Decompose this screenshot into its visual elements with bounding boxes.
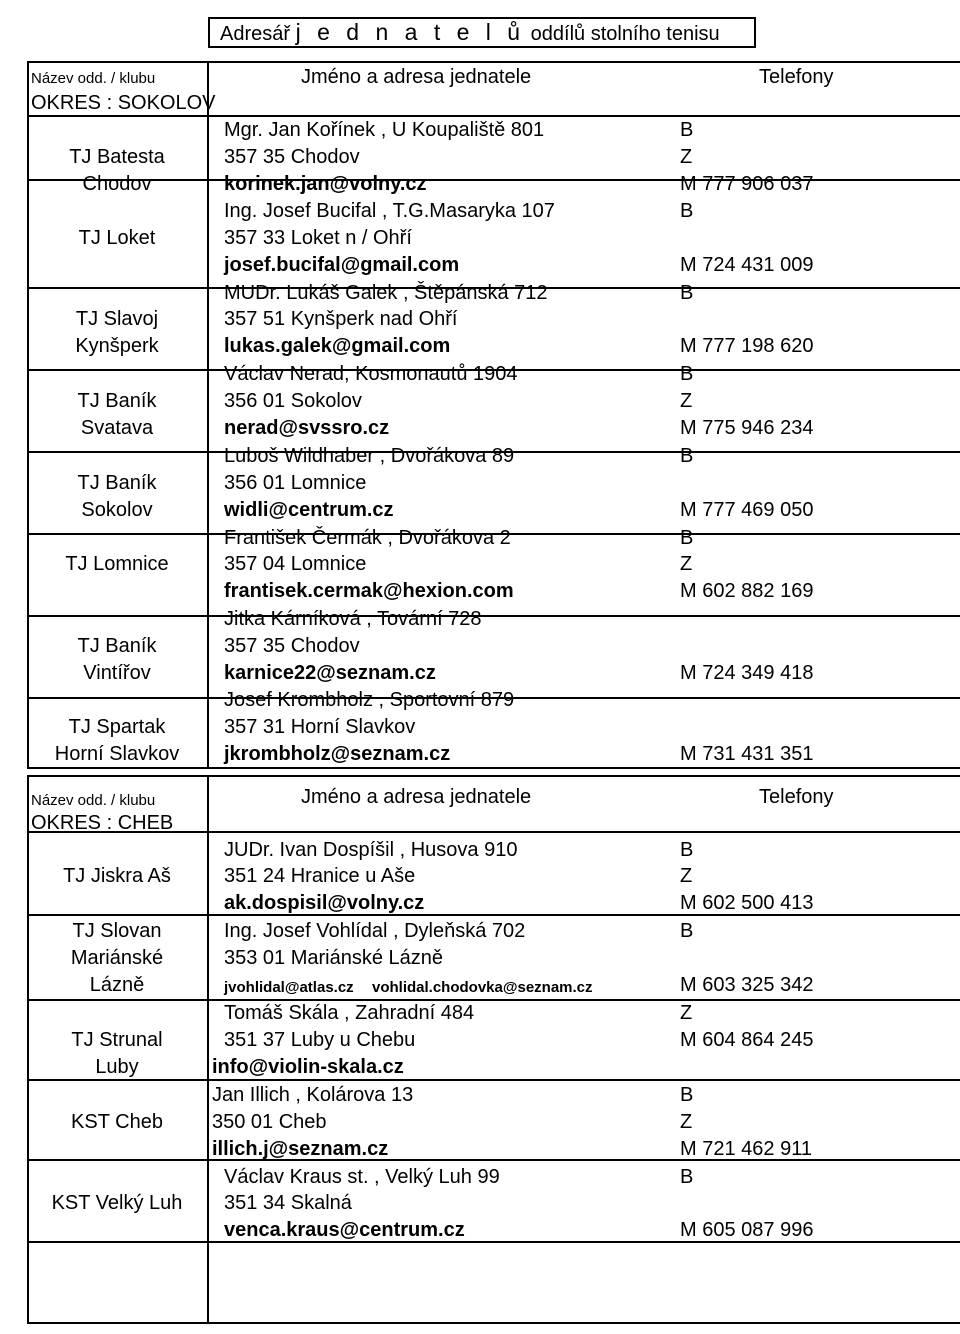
club-name: TJ Baník bbox=[77, 390, 157, 412]
club-name: Kynšperk bbox=[75, 335, 159, 357]
contact-address: 356 01 Sokolov bbox=[224, 390, 362, 412]
contact-name: JUDr. Ivan Dospíšil , Husova 910 bbox=[224, 839, 518, 861]
contact-name: František Čermák , Dvořákova 2 bbox=[224, 527, 511, 549]
contact-email: karnice22@seznam.cz bbox=[224, 662, 436, 684]
contact-email: frantisek.cermak@hexion.com bbox=[224, 580, 514, 602]
club-name: Svatava bbox=[80, 417, 154, 439]
club-name: TJ Batesta bbox=[69, 146, 165, 168]
phone-line: M 775 946 234 bbox=[680, 417, 814, 439]
phone-line: Z bbox=[680, 553, 693, 575]
phone-line: B bbox=[680, 1166, 694, 1188]
header-contact-2: Jméno a adresa jednatele bbox=[301, 786, 532, 808]
phone-line: Z bbox=[680, 1111, 693, 1133]
contact-address: 351 24 Hranice u Aše bbox=[224, 865, 416, 887]
phone-line: B bbox=[680, 920, 694, 942]
phone-line: B bbox=[680, 839, 694, 861]
contact-email: venca.kraus@centrum.cz bbox=[224, 1219, 465, 1241]
header-phones: Telefony bbox=[759, 66, 834, 88]
club-name: KST Velký Luh bbox=[51, 1192, 183, 1214]
club-name: TJ Slovan bbox=[72, 920, 162, 942]
club-name: TJ Slavoj bbox=[75, 308, 159, 330]
contact-name: Tomáš Skála , Zahradní 484 bbox=[224, 1002, 475, 1024]
contact-name: MUDr. Lukáš Galek , Štěpánská 712 bbox=[224, 282, 548, 304]
contact-address: 357 35 Chodov bbox=[224, 635, 360, 657]
phone-line: M 605 087 996 bbox=[680, 1219, 814, 1241]
phone-line: B bbox=[680, 1084, 694, 1106]
phone-line: M 604 864 245 bbox=[680, 1029, 814, 1051]
contact-name: Jitka Kárníková , Tovární 728 bbox=[224, 608, 482, 630]
club-name: Horní Slavkov bbox=[54, 743, 180, 765]
phone-line: M 777 469 050 bbox=[680, 499, 814, 521]
phone-line: M 777 906 037 bbox=[680, 173, 814, 195]
contact-email: info@violin-skala.cz bbox=[212, 1056, 404, 1078]
header-contact: Jméno a adresa jednatele bbox=[301, 66, 532, 88]
phone-line: B bbox=[680, 200, 694, 222]
club-name: TJ Baník bbox=[77, 635, 157, 657]
contact-email: korinek.jan@volny.cz bbox=[224, 173, 427, 195]
club-name: KST Cheb bbox=[71, 1111, 163, 1133]
contact-name: Ing. Josef Bucifal , T.G.Masaryka 107 bbox=[224, 200, 555, 222]
phone-line: B bbox=[680, 119, 694, 141]
phone-line: B bbox=[680, 282, 694, 304]
phone-line: B bbox=[680, 445, 694, 467]
contact-address: 357 33 Loket n / Ohří bbox=[224, 227, 412, 249]
contact-address: 351 34 Skalná bbox=[224, 1192, 352, 1214]
contact-address: 351 37 Luby u Chebu bbox=[224, 1029, 416, 1051]
contact-name: Josef Krombholz , Sportovní 879 bbox=[224, 689, 515, 711]
club-name: TJ Spartak bbox=[68, 716, 166, 738]
contact-email: ak.dospisil@volny.cz bbox=[224, 892, 425, 914]
phone-line: Z bbox=[680, 865, 693, 887]
club-name: TJ Baník bbox=[77, 472, 157, 494]
title-suffix: oddílů stolního tenisu bbox=[530, 23, 720, 45]
contact-name: Luboš Wildhaber , Dvořákova 89 bbox=[224, 445, 515, 467]
phone-line: M 724 431 009 bbox=[680, 254, 814, 276]
contact-email: widli@centrum.cz bbox=[224, 499, 394, 521]
header-club: Název odd. / klubu bbox=[31, 70, 156, 87]
contact-email: jkrombholz@seznam.cz bbox=[224, 743, 451, 765]
contact-address: 356 01 Lomnice bbox=[224, 472, 367, 494]
contact-email: illich.j@seznam.cz bbox=[212, 1138, 389, 1160]
club-name: Mariánské bbox=[70, 947, 164, 969]
phone-line: M 777 198 620 bbox=[680, 335, 814, 357]
phone-line: B bbox=[680, 527, 694, 549]
phone-line: Z bbox=[680, 146, 693, 168]
title-prefix: Adresář bbox=[220, 23, 291, 45]
contact-address: 353 01 Mariánské Lázně bbox=[224, 947, 444, 969]
club-name: Lázně bbox=[89, 974, 145, 996]
phone-line: M 731 431 351 bbox=[680, 743, 814, 765]
phone-line: M 602 500 413 bbox=[680, 892, 814, 914]
club-name: TJ Strunal bbox=[71, 1029, 163, 1051]
title-spaced: j e d n a t e l ů bbox=[295, 19, 526, 45]
contact-email-secondary: vohlidal.chodovka@seznam.cz bbox=[372, 979, 593, 996]
phone-line: M 721 462 911 bbox=[680, 1138, 812, 1160]
club-name: TJ Loket bbox=[78, 227, 156, 249]
contact-name: Václav Nerad, Kosmonautů 1904 bbox=[224, 363, 518, 385]
district-label: OKRES : SOKOLOV bbox=[31, 92, 216, 114]
district-label-2: OKRES : CHEB bbox=[31, 812, 174, 834]
contact-address: 357 51 Kynšperk nad Ohří bbox=[224, 308, 458, 330]
phone-line: M 603 325 342 bbox=[680, 974, 814, 996]
header-phones-2: Telefony bbox=[759, 786, 834, 808]
phone-line: Z bbox=[680, 1002, 693, 1024]
contact-email: nerad@svssro.cz bbox=[224, 417, 390, 439]
page-title bbox=[208, 17, 756, 48]
contact-address: 350 01 Cheb bbox=[212, 1111, 327, 1133]
phone-line: M 724 349 418 bbox=[680, 662, 814, 684]
phone-line: M 602 882 169 bbox=[680, 580, 814, 602]
club-name: TJ Lomnice bbox=[65, 553, 169, 575]
header-club-2: Název odd. / klubu bbox=[31, 792, 156, 809]
contact-name: Mgr. Jan Kořínek , U Koupaliště 801 bbox=[224, 119, 545, 141]
contact-address: 357 04 Lomnice bbox=[224, 553, 367, 575]
contact-email: lukas.galek@gmail.com bbox=[224, 335, 451, 357]
contact-name: Ing. Josef Vohlídal , Dyleňská 702 bbox=[224, 920, 526, 942]
contact-name: Jan Illich , Kolárova 13 bbox=[212, 1084, 414, 1106]
club-name: Luby bbox=[95, 1056, 139, 1078]
contact-address: 357 35 Chodov bbox=[224, 146, 360, 168]
contact-email: jvohlidal@atlas.cz bbox=[224, 979, 354, 996]
phone-line: B bbox=[680, 363, 694, 385]
club-name: Sokolov bbox=[81, 499, 153, 521]
phone-line: Z bbox=[680, 390, 693, 412]
contact-email: josef.bucifal@gmail.com bbox=[224, 254, 460, 276]
club-name: TJ Jiskra Aš bbox=[63, 865, 171, 887]
contact-name: Václav Kraus st. , Velký Luh 99 bbox=[224, 1166, 500, 1188]
club-name: Chodov bbox=[82, 173, 152, 195]
club-name: Vintířov bbox=[83, 662, 151, 684]
contact-address: 357 31 Horní Slavkov bbox=[224, 716, 416, 738]
